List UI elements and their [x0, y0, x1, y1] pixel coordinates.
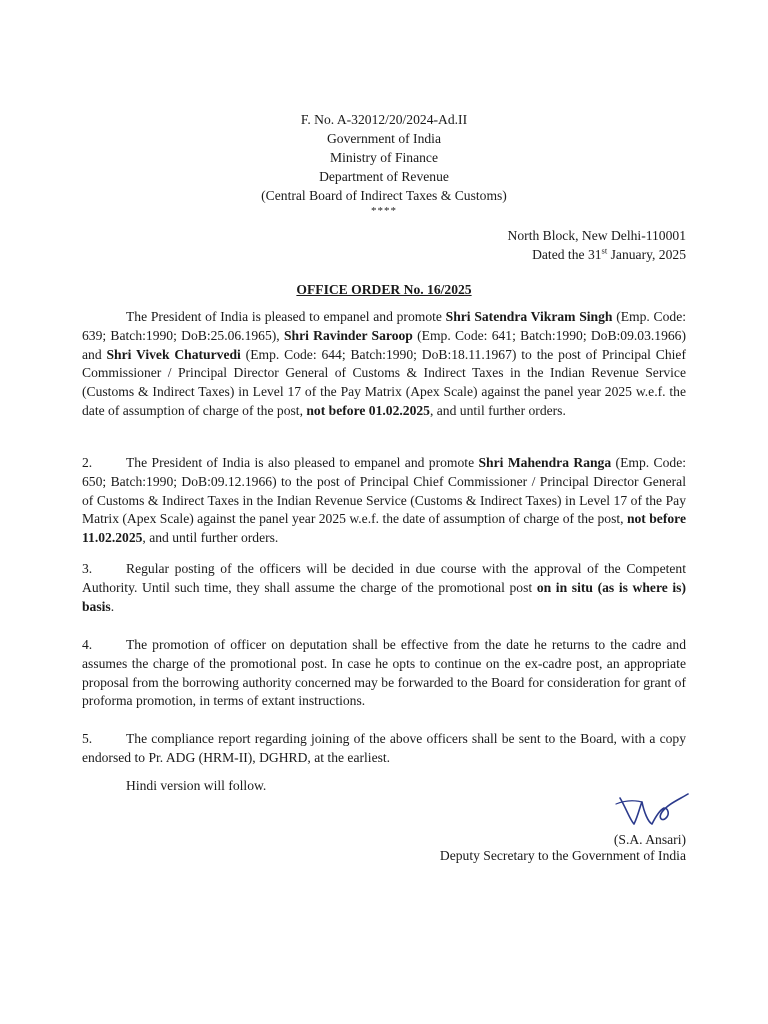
paragraph-number: 5. [82, 731, 93, 746]
effective-date-1: not before 01.02.2025 [306, 402, 430, 418]
file-number: F. No. A-32012/20/2024-Ad.II [300, 112, 468, 127]
date-ordinal: st [601, 245, 608, 256]
officer-name-3: Shri Vivek Chaturvedi [106, 346, 241, 362]
signatory-name: (S.A. Ansari) [613, 832, 686, 847]
paragraph-number: 2. [82, 455, 93, 470]
department-line: Department of Revenue [319, 169, 449, 184]
officer-name-2: Shri Ravinder Saroop [283, 327, 413, 343]
paragraph-4: 4. The promotion of officer on deputation shall be effective from the date he returns to the cadre and assumes the charge of the promotional post. In case he opts to continue on the ex-cadre post, an appropriate proposal from the borrowing authority concerned may be forwarded to the Board for consideration for grant of proforma promotion, in terms of extant instructions. [82, 637, 686, 709]
ministry-line: Ministry of Finance [330, 150, 438, 165]
officer-name-1: Shri Satendra Vikram Singh [445, 309, 613, 324]
paragraph-2: 2. The President of India is also pleased to empanel and promote Shri Mahendra Ranga (Emp. Code: 650; Batch:1990; DoB:09.12.1966) to the post of Principal Chief Commissioner / Principal Director General of Customs & Indirect Taxes in the Indian Revenue Service (Customs & Indirect Taxes) in Level 17 of the Pay Matrix (Apex Scale) against the panel year 2025 w.e.f. the date of assumption of charge of the post, not before 11.02.2025, and until further orders. [82, 455, 686, 546]
date-prefix: Dated the 31 [532, 247, 602, 262]
paragraph-number: 4. [82, 637, 93, 652]
effective-date-2: not before 11.02.2025 [82, 511, 686, 546]
board-line: (Central Board of Indirect Taxes & Customs) [261, 188, 507, 203]
date-line [508, 245, 686, 264]
government-line: Government of India [326, 131, 441, 146]
paragraph-1: The President of India is pleased to empanel and promote Shri Satendra Vikram Singh (Emp. Code: 639; Batch:1990; DoB:25.06.1965), Shri Ravinder Saroop (Emp. Code: 641; Batch:1990; DoB:09.03.1966) and Shri Vivek Chaturvedi (Emp. Code: 644; Batch:1990; DoB:18.11.1967) to the post of Principal Chief Commissioner / Principal Director General of Customs & Indirect Taxes in the Indian Revenue Service (Customs & Indirect Taxes) in Level 17 of the Pay Matrix (Apex Scale) against the panel year 2025 w.e.f. the date of assumption of charge of the post, not before 01.02.2025, and until further orders. [82, 309, 687, 418]
paragraph-number: 3. [82, 561, 93, 576]
signatory-designation: Deputy Secretary to the Government of India [439, 848, 686, 863]
place-and-date [508, 226, 686, 264]
hindi-version-note: Hindi version will follow. [126, 778, 267, 793]
paragraph-3: 3. Regular posting of the officers will be decided in due course with the approval of the Competent Authority. Until such time, they shall assume the charge of the promotional post on in situ (as is where is) basis. [82, 561, 686, 614]
paragraph-5: 5. The compliance report regarding joining of the above officers shall be sent to the Board, with a copy endorsed to Pr. ADG (HRM-II), DGHRD, at the earliest. [82, 731, 686, 765]
officer-name-4: Shri Mahendra Ranga [478, 455, 612, 470]
order-title: OFFICE ORDER No. 16/2025 [296, 282, 472, 297]
separator-stars: **** [371, 205, 397, 217]
date-suffix: January, 2025 [607, 247, 686, 262]
address-line: North Block, New Delhi-110001 [507, 228, 686, 243]
posting-basis: on in situ (as is where is) basis [82, 579, 686, 614]
document-header [0, 110, 768, 217]
